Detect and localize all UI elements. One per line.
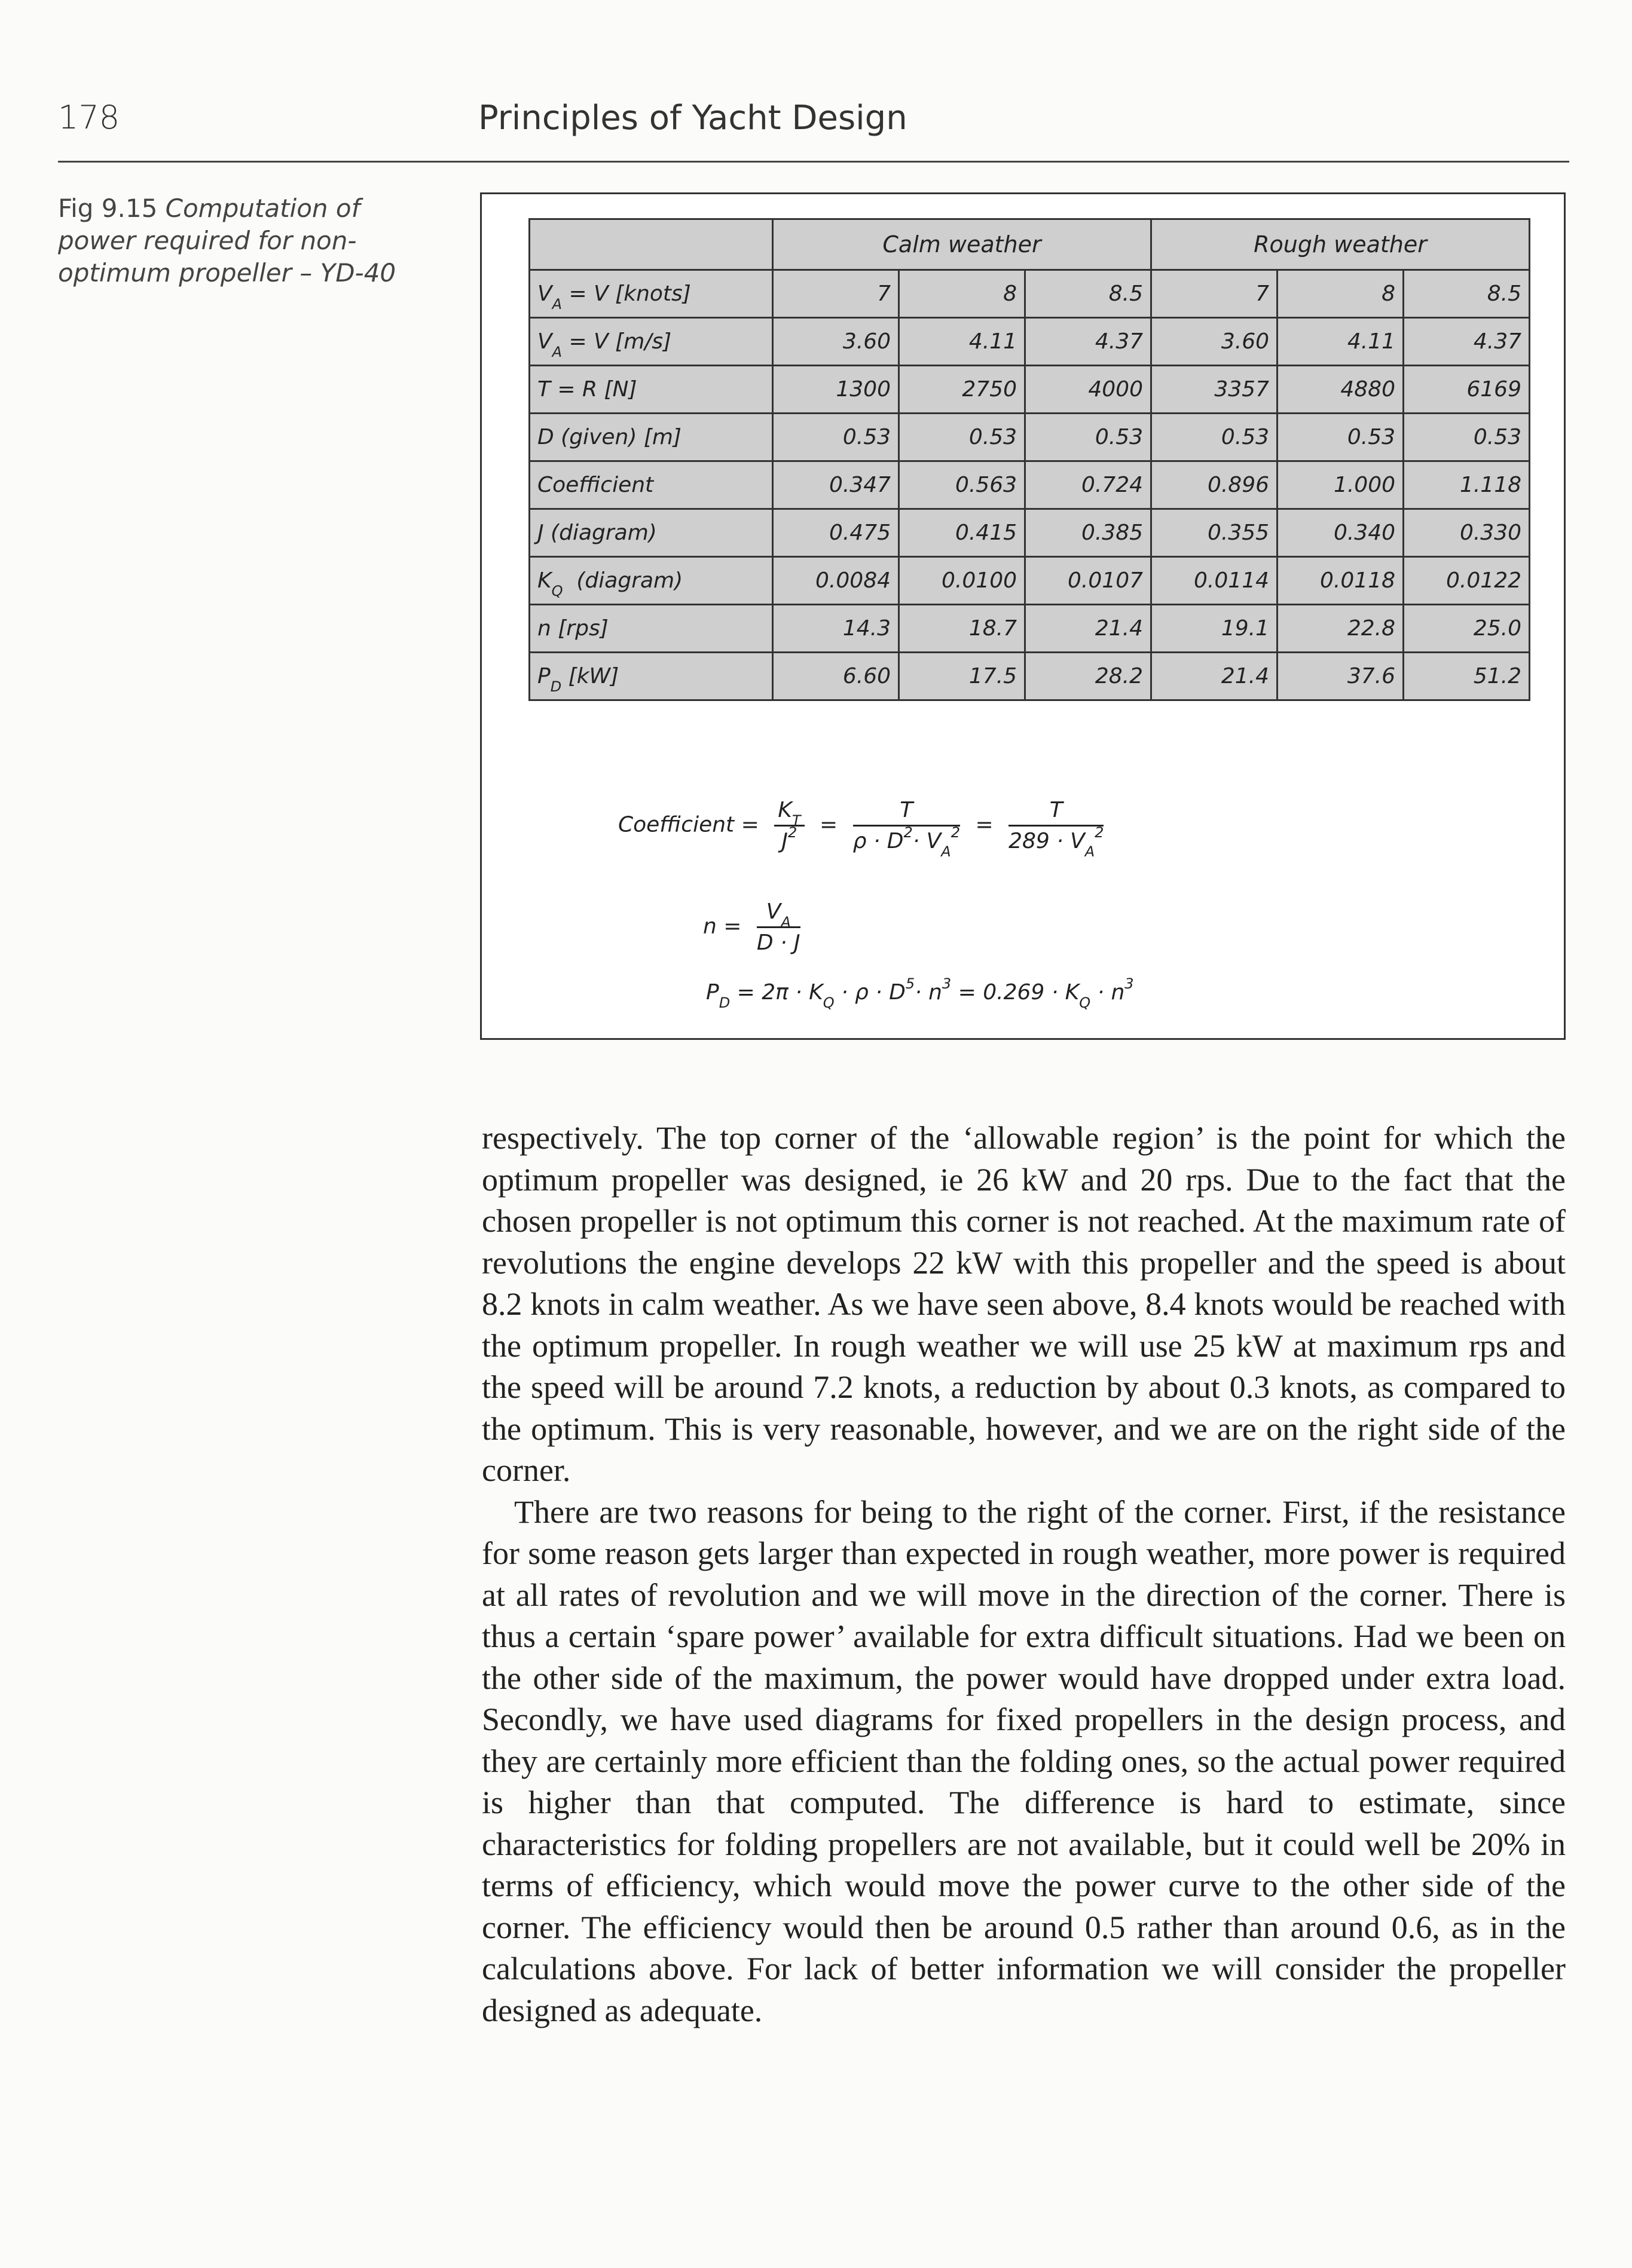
table-cell: 6169 xyxy=(1404,366,1530,414)
table-cell: 0.415 xyxy=(899,509,1025,557)
label-rest: (diagram) xyxy=(563,568,683,593)
table-cell: 8.5 xyxy=(1025,270,1151,318)
sub: D xyxy=(719,994,731,1011)
table-cell: 1.118 xyxy=(1404,461,1530,509)
fraction-t-289 xyxy=(1008,798,1104,860)
sup: 2 xyxy=(951,824,960,841)
table-cell: 4880 xyxy=(1278,366,1404,414)
sup: 2 xyxy=(903,824,913,841)
table-cell: 21.4 xyxy=(1025,605,1151,653)
corner-cell xyxy=(530,219,773,270)
num: K xyxy=(778,798,792,822)
table-cell: 0.563 xyxy=(899,461,1025,509)
table-cell: 0.385 xyxy=(1025,509,1151,557)
num: T xyxy=(853,798,960,827)
t: · n xyxy=(1090,980,1125,1005)
table-cell: 0.896 xyxy=(1151,461,1278,509)
table-cell: 4.37 xyxy=(1404,318,1530,366)
label-main: V xyxy=(537,281,552,306)
group-calm: Calm weather xyxy=(773,219,1151,270)
label-main: V xyxy=(537,329,552,354)
label-sub: A xyxy=(552,296,563,313)
table-cell: 37.6 xyxy=(1278,653,1404,700)
table-row xyxy=(530,461,1530,509)
table-row xyxy=(530,318,1530,366)
running-title: Principles of Yacht Design xyxy=(478,99,907,137)
label-sub: Q xyxy=(551,583,563,599)
table-cell: 19.1 xyxy=(1151,605,1278,653)
sub: A xyxy=(781,914,791,931)
fraction-va-dj xyxy=(757,899,800,955)
table-cell: 0.0100 xyxy=(899,557,1025,605)
t: · n xyxy=(915,980,942,1005)
row-label xyxy=(530,509,773,557)
den: · V xyxy=(912,829,942,853)
label-main: K xyxy=(537,568,552,593)
den: ρ · D xyxy=(852,829,904,853)
p: P xyxy=(706,980,719,1005)
table-cell: 0.475 xyxy=(773,509,899,557)
header-rule xyxy=(58,161,1569,163)
sub: A xyxy=(1084,843,1095,860)
formula-lhs: Coefficient = xyxy=(618,812,759,837)
equals: = xyxy=(819,812,838,837)
table-cell: 3.60 xyxy=(1151,318,1278,366)
caption-label: Fig 9.15 xyxy=(58,194,166,223)
paragraph: respectively. The top corner of the ‘allowable region’ is the point for which the optimum propeller was designed, ie 26 kW and 20 rps. Due to the fact that the chosen propeller is not optimum this corner is not reached. At the maximum rate of revolutions the engine develops 22 kW with this propeller and the speed is about 8.2 knots in calm weather. As we have seen above, 8.4 knots would be reached with the optimum propeller. In rough weather we will use 25 kW at maximum rps and the speed will be around 7.2 knots, a reduction by about 0.3 knots, as compared to the optimum. This is very reasonable, however, and we are on the right side of the corner. xyxy=(482,1120,1566,1488)
figure-caption xyxy=(58,192,441,289)
num: V xyxy=(766,899,781,924)
label-main: J (diagram) xyxy=(537,521,657,545)
page-number: 178 xyxy=(58,99,120,136)
table-cell: 25.0 xyxy=(1404,605,1530,653)
table-cell: 7 xyxy=(1151,270,1278,318)
table-cell: 18.7 xyxy=(899,605,1025,653)
group-rough: Rough weather xyxy=(1151,219,1530,270)
num: T xyxy=(1008,798,1104,827)
table-cell: 4.37 xyxy=(1025,318,1151,366)
table-cell: 0.53 xyxy=(1151,414,1278,461)
table-cell: 21.4 xyxy=(1151,653,1278,700)
table-cell: 17.5 xyxy=(899,653,1025,700)
row-label xyxy=(530,414,773,461)
paragraph: There are two reasons for being to the right of the corner. First, if the resistance for some reason gets larger than expected in rough weather, more power is required at all rates of revolution and we will move in the direction of the corner. There is thus a certain ‘spare power’ available for extra difficult situations. Had we been on the other side of the maximum, the power would have dropped under extra load. Secondly, we have used diagrams for fixed propellers in the design process, and they are certainly more efficient than the folding ones, so the actual power required is higher than that computed. The difference is hard to estimate, since characteristics for folding propellers are not available, but it could well be 20% in terms of efficiency, which would move the power curve to the other side of the corner. The efficiency would then be around 0.5 rather than around 0.6, as in the calculations above. For lack of better information we will consider the propeller designed as adequate. xyxy=(482,1493,1566,2028)
sup: 5 xyxy=(905,975,915,992)
row-label xyxy=(530,461,773,509)
table-cell: 0.0118 xyxy=(1278,557,1404,605)
fraction-t-rho xyxy=(852,798,960,860)
table-cell: 0.0122 xyxy=(1404,557,1530,605)
label-main: D (given) [m] xyxy=(537,425,681,449)
table-cell: 0.0114 xyxy=(1151,557,1278,605)
table-cell: 1.000 xyxy=(1278,461,1404,509)
sub: Q xyxy=(823,994,835,1011)
table-cell: 4.11 xyxy=(1278,318,1404,366)
sup: 2 xyxy=(1095,824,1104,841)
sup: 2 xyxy=(788,824,797,841)
table-row xyxy=(530,653,1530,700)
den: D · J xyxy=(756,931,800,955)
table-cell: 0.53 xyxy=(1278,414,1404,461)
table-cell: 3357 xyxy=(1151,366,1278,414)
row-label xyxy=(530,366,773,414)
table-cell: 0.53 xyxy=(899,414,1025,461)
table-cell: 0.340 xyxy=(1278,509,1404,557)
label-sub: A xyxy=(552,344,563,360)
table-cell: 3.60 xyxy=(773,318,899,366)
table-cell: 6.60 xyxy=(773,653,899,700)
den: J xyxy=(781,829,789,853)
t: = 0.269 · K xyxy=(951,980,1080,1005)
n-formula xyxy=(703,899,809,955)
table-row xyxy=(530,270,1530,318)
table-cell: 8 xyxy=(1278,270,1404,318)
label-rest: = V [knots] xyxy=(562,281,691,306)
den: 289 · V xyxy=(1008,829,1085,853)
table-cell: 0.53 xyxy=(773,414,899,461)
table-cell: 0.330 xyxy=(1404,509,1530,557)
label-main: T = R [N] xyxy=(537,377,637,402)
table-cell: 14.3 xyxy=(773,605,899,653)
label-main: Coefficient xyxy=(537,473,654,497)
table-row xyxy=(530,605,1530,653)
table-cell: 8 xyxy=(899,270,1025,318)
table-cell: 51.2 xyxy=(1404,653,1530,700)
label-main: n [rps] xyxy=(537,616,609,641)
label-sub: D xyxy=(550,678,562,695)
power-formula xyxy=(706,975,1134,1011)
table-cell: 0.53 xyxy=(1404,414,1530,461)
table-row xyxy=(530,557,1530,605)
body-text xyxy=(482,1118,1566,2031)
row-label xyxy=(530,557,773,605)
coefficient-formula xyxy=(618,798,1112,860)
label-rest: = V [m/s] xyxy=(562,329,672,354)
label-main: P xyxy=(537,664,551,688)
table-cell: 2750 xyxy=(899,366,1025,414)
t: · ρ · D xyxy=(834,980,906,1005)
table-cell: 0.347 xyxy=(773,461,899,509)
label-rest: [kW] xyxy=(561,664,619,688)
caption-text: Computation of power required for non-optimum propeller – YD-40 xyxy=(58,194,396,287)
row-label xyxy=(530,653,773,700)
table-cell: 0.0084 xyxy=(773,557,899,605)
table-cell: 22.8 xyxy=(1278,605,1404,653)
equals: = xyxy=(975,812,994,837)
table-cell: 8.5 xyxy=(1404,270,1530,318)
table-cell: 4000 xyxy=(1025,366,1151,414)
sup: 3 xyxy=(942,975,952,992)
row-label xyxy=(530,270,773,318)
table-row xyxy=(530,509,1530,557)
table-row xyxy=(530,366,1530,414)
table-cell: 0.355 xyxy=(1151,509,1278,557)
sub: A xyxy=(941,843,951,860)
table-cell: 0.53 xyxy=(1025,414,1151,461)
table-row xyxy=(530,414,1530,461)
fraction-kt-j2 xyxy=(774,798,804,853)
table-group-header xyxy=(530,219,1530,270)
table-cell: 0.724 xyxy=(1025,461,1151,509)
table-cell: 7 xyxy=(773,270,899,318)
table-cell: 4.11 xyxy=(899,318,1025,366)
row-label xyxy=(530,318,773,366)
figure-box xyxy=(480,192,1566,1040)
table-cell: 0.0107 xyxy=(1025,557,1151,605)
t: = 2π · K xyxy=(730,980,823,1005)
sup: 3 xyxy=(1124,975,1134,992)
computation-table xyxy=(528,218,1530,701)
row-label xyxy=(530,605,773,653)
table-cell: 28.2 xyxy=(1025,653,1151,700)
sub: Q xyxy=(1079,994,1091,1011)
table-cell: 1300 xyxy=(773,366,899,414)
sub: T xyxy=(791,812,801,829)
formula-lhs: n = xyxy=(703,914,742,939)
